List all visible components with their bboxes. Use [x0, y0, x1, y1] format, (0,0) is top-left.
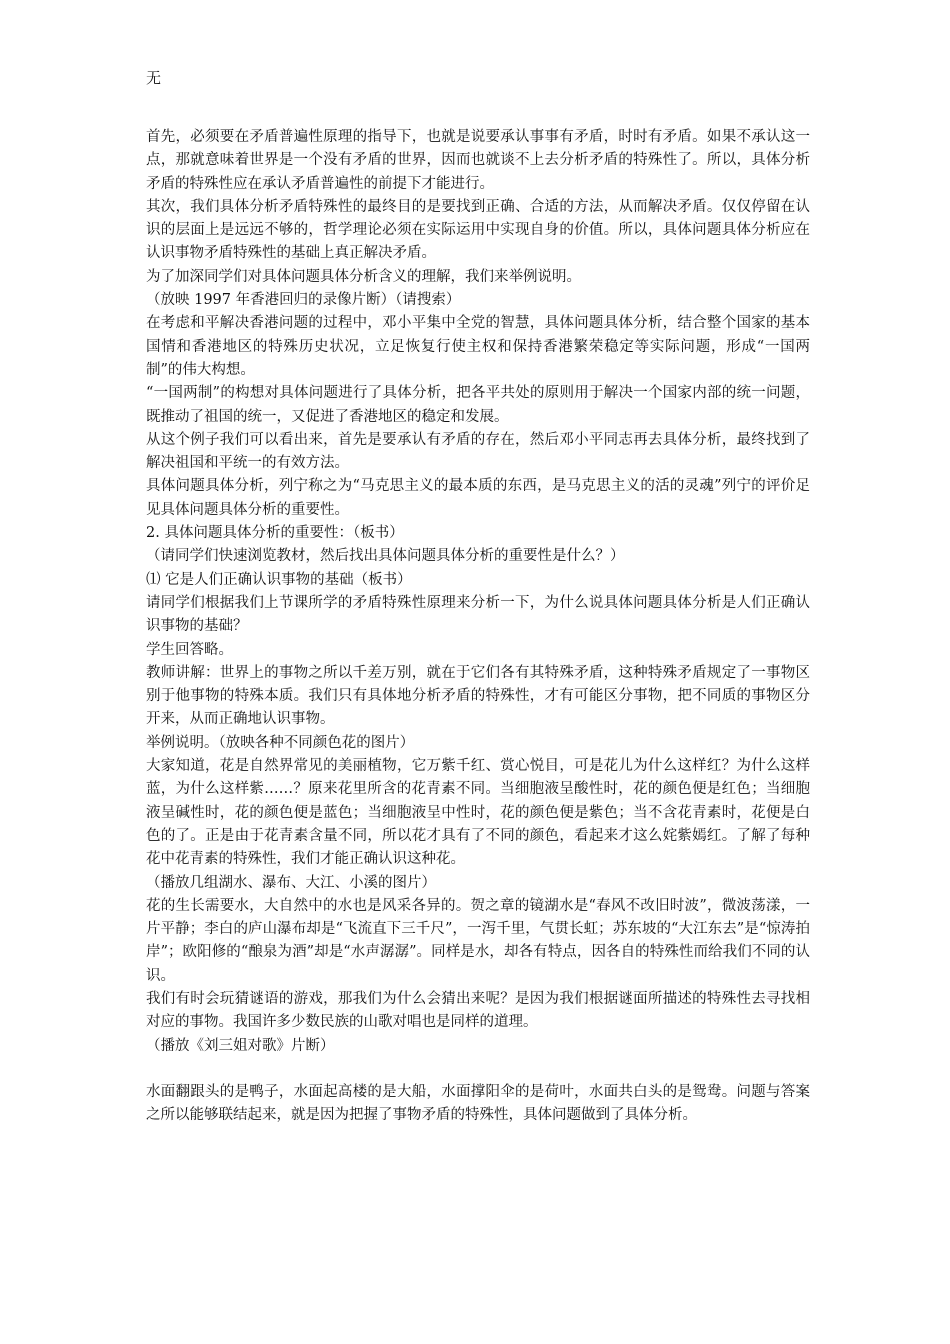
paragraph: 具体问题具体分析，列宁称之为“马克思主义的最本质的东西，是马克思主义的活的灵魂”列宁的评价足见具体问题具体分析的重要性。: [146, 478, 810, 518]
paragraph: “一国两制”的构想对具体问题进行了具体分析，把各平共处的原则用于解决一个国家内部的统一问题，既推动了祖国的统一，又促进了香港地区的稳定和发展。: [146, 385, 810, 425]
paragraph: 花的生长需要水，大自然中的水也是风采各异的。贺之章的镜湖水是“春风不改旧时波”，微波荡漾，一片平静；李白的庐山瀑布却是“飞流直下三千尺”，一泻千里，气贯长虹；苏东坡的“大江东去”是“惊涛拍岸”；欧阳修的“酿泉为酒”却是“水声潺潺”。同样是水，却各有特点，因各自的特殊性而给我们不同的认识。: [146, 897, 810, 984]
paragraph: 首先，必须要在矛盾普遍性原理的指导下，也就是说要承认事事有矛盾，时时有矛盾。如果不承认这一点，那就意味着世界是一个没有矛盾的世界，因而也就谈不上去分析矛盾的特殊性了。所以，具体分析矛盾的特殊性应在承认矛盾普遍性的前提下才能进行。: [146, 129, 810, 192]
paragraph: 举例说明。（放映各种不同颜色花的图片）: [146, 734, 415, 751]
paragraph: （播放《刘三姐对歌》片断）: [146, 1037, 335, 1054]
paragraph: 为了加深同学们对具体问题具体分析含义的理解，我们来举例说明。: [146, 268, 581, 285]
paragraph: （请同学们快速浏览教材，然后找出具体问题具体分析的重要性是什么？）: [146, 548, 625, 565]
document-body: [146, 126, 810, 1128]
paragraph: 水面翻跟头的是鸭子，水面起高楼的是大船，水面撑阳伞的是荷叶，水面共白头的是鸳鸯。问题与答案之所以能够联结起来，就是因为把握了事物矛盾的特殊性，具体问题做到了具体分析。: [146, 1084, 810, 1124]
paragraph: 学生回答略。: [146, 641, 233, 658]
paragraph: 请同学们根据我们上节课所学的矛盾特殊性原理来分析一下，为什么说具体问题具体分析是人们正确认识事物的基础？: [146, 594, 810, 635]
paragraph: （放映 1997 年香港回归的录像片断）（请搜索）: [146, 292, 461, 309]
paragraph: 在考虑和平解决香港问题的过程中，邓小平集中全党的智慧，具体问题具体分析，结合整个国家的基本国情和香港地区的特殊历史状况，立足恢复行使主权和保持香港繁荣稳定等实际问题，形成“一国两制”的伟大构想。: [146, 315, 810, 378]
page-header: 无: [146, 69, 162, 87]
blank-line: [146, 1058, 810, 1081]
paragraph: 我们有时会玩猜谜语的游戏，那我们为什么会猜出来呢？是因为我们根据谜面所描述的特殊性去寻找相对应的事物。我国许多少数民族的山歌对唱也是同样的道理。: [146, 990, 810, 1031]
subsection-heading: ⑴ 它是人们正确认识事物的基础（板书）: [146, 571, 412, 588]
paragraph: 从这个例子我们可以看出来，首先是要承认有矛盾的存在，然后邓小平同志再去具体分析，最终找到了解决祖国和平统一的有效方法。: [146, 431, 810, 472]
paragraph: 教师讲解：世界上的事物之所以千差万别，就在于它们各有其特殊矛盾，这种特殊矛盾规定了一事物区别于他事物的特殊本质。我们只有具体地分析矛盾的特殊性，才有可能区分事物，把不同质的事物区分开来，从而正确地认识事物。: [146, 664, 810, 728]
paragraph: （播放几组湖水、瀑布、大江、小溪的图片）: [146, 874, 436, 891]
section-heading: 2. 具体问题具体分析的重要性：（板书）: [146, 525, 404, 542]
paragraph: 大家知道，花是自然界常见的美丽植物，它万紫千红、赏心悦目，可是花儿为什么这样红？为什么这样蓝，为什么这样紫……？原来花里所含的花青素不同。当细胞液呈酸性时，花的颜色便是红色；当细胞液呈碱性时，花的颜色便是蓝色；当细胞液呈中性时，花的颜色便是紫色；当不含花青素时，花便是白色的了。正是由于花青素含量不同，所以花才具有了不同的颜色，看起来才这么姹紫嫣红。了解了每种花中花青素的特殊性，我们才能正确认识这种花。: [146, 758, 810, 868]
paragraph: 其次，我们具体分析矛盾特殊性的最终目的是要找到正确、合适的方法，从而解决矛盾。仅仅停留在认识的层面上是远远不够的，哲学理论必须在实际运用中实现自身的价值。所以，具体问题具体分析应在认识事物矛盾特殊性的基础上真正解决矛盾。: [146, 198, 810, 262]
